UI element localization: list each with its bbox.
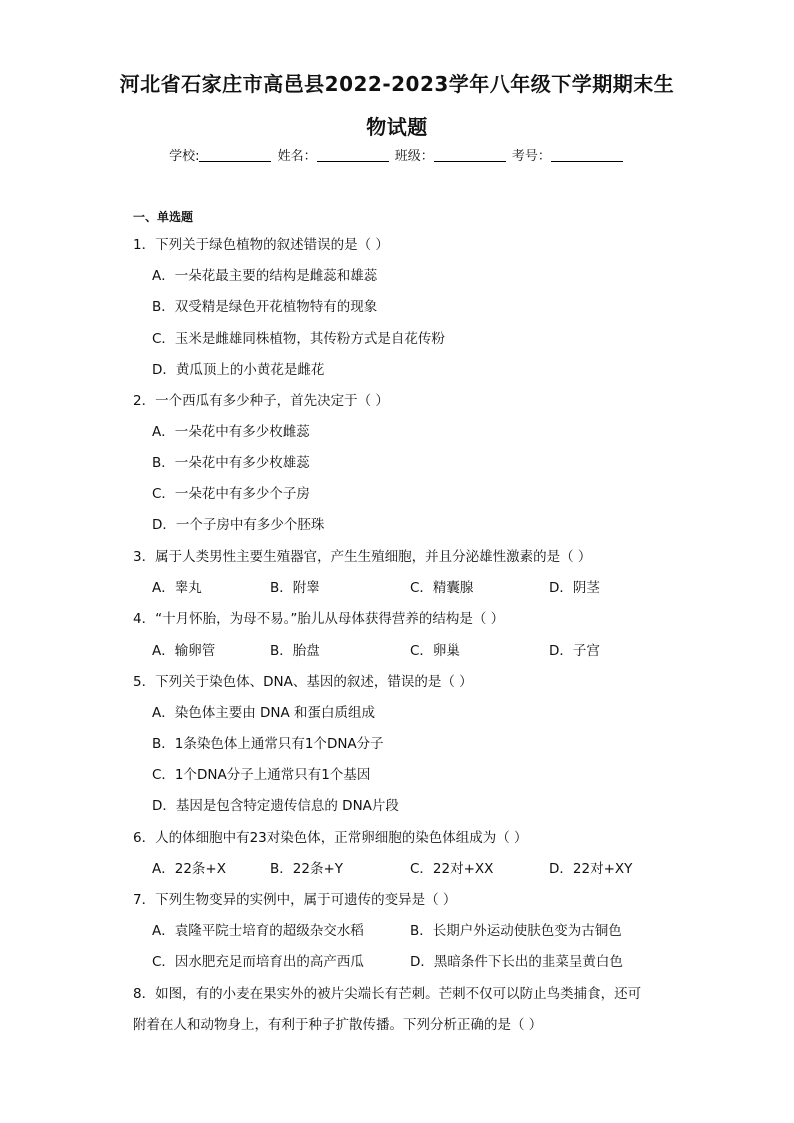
- question-6-stem: 6．人的体细胞中有23对染色体，正常卵细胞的染色体组成为（ ）: [133, 830, 528, 846]
- question-4-option-c: C．卵巢: [410, 643, 460, 659]
- question-7-option-b: B．长期户外运动使肤色变为古铜色: [410, 923, 622, 939]
- name-label: 姓名：: [277, 149, 317, 164]
- question-4-stem: 4．“十月怀胎，为母不易。”胎儿从母体获得营养的结构是（ ）: [133, 611, 505, 627]
- question-4-option-d: D．子宫: [549, 643, 600, 659]
- question-6-option-c: C．22对+XX: [410, 861, 494, 877]
- question-1-option-c: C．玉米是雌雄同株植物，其传粉方式是自花传粉: [152, 331, 445, 347]
- question-2-option-d: D．一个子房中有多少个胚珠: [152, 517, 325, 533]
- question-8-stem-line-2: 附着在人和动物身上，有利于种子扩散传播。下列分析正确的是（ ）: [133, 1017, 543, 1033]
- question-3-stem: 3．属于人类男性主要生殖器官，产生生殖细胞，并且分泌雄性激素的是（ ）: [133, 549, 592, 565]
- question-1-option-a: A．一朵花最主要的结构是雌蕊和雄蕊: [152, 268, 378, 284]
- question-4-option-b: B．胎盘: [270, 643, 320, 659]
- question-3-option-d: D．阴茎: [549, 580, 600, 596]
- document-title-line-2: 物试题: [366, 115, 428, 139]
- question-5-stem: 5．下列关于染色体、DNA、基因的叙述，错误的是（ ）: [133, 674, 473, 690]
- document-title-line-1: 河北省石家庄市高邑县2022-2023学年八年级下学期期末生: [119, 72, 675, 96]
- question-5-option-a: A．染色体主要由 DNA 和蛋白质组成: [152, 705, 376, 721]
- question-7-stem: 7．下列生物变异的实例中，属于可遗传的变异是（ ）: [133, 892, 457, 908]
- question-3-option-c: C．精囊腺: [410, 580, 474, 596]
- question-6-option-d: D．22对+XY: [549, 861, 633, 877]
- question-7-option-a: A．袁隆平院士培育的超级杂交水稻: [152, 923, 364, 939]
- question-1-option-d: D．黄瓜顶上的小黄花是雌花: [152, 362, 325, 378]
- question-8-stem-line-1: 8．如图，有的小麦在果实外的被片尖端长有芒刺。芒刺不仅可以防止鸟类捕食，还可: [133, 986, 642, 1002]
- question-1-option-b: B．双受精是绿色开花植物特有的现象: [152, 299, 378, 315]
- question-4-option-a: A．输卵管: [152, 643, 216, 659]
- question-7-option-c: C．因水肥充足而培育出的高产西瓜: [152, 954, 364, 970]
- student-info-row: [0, 145, 794, 164]
- section-heading: 一、单选题: [133, 210, 194, 224]
- question-2-stem: 2．一个西瓜有多少种子，首先决定于（ ）: [133, 393, 389, 409]
- question-3-option-a: A．睾丸: [152, 580, 202, 596]
- question-5-option-c: C．1个DNA分子上通常只有1个基因: [152, 767, 371, 783]
- school-label: 学校:: [169, 149, 200, 164]
- question-2-option-b: B．一朵花中有多少枚雄蕊: [152, 455, 310, 471]
- question-5-option-d: D．基因是包含特定遗传信息的 DNA片段: [152, 798, 399, 814]
- question-7-option-d: D．黑暗条件下长出的韭菜呈黄白色: [410, 954, 623, 970]
- question-6-option-b: B．22条+Y: [270, 861, 343, 877]
- question-2-option-a: A．一朵花中有多少枚雌蕊: [152, 424, 310, 440]
- class-label: 班级：: [394, 149, 434, 164]
- school-blank[interactable]: [199, 148, 271, 162]
- name-blank[interactable]: [317, 148, 389, 162]
- number-blank[interactable]: [551, 148, 623, 162]
- question-2-option-c: C．一朵花中有多少个子房: [152, 486, 310, 502]
- number-label: 考号：: [511, 149, 551, 164]
- question-5-option-b: B．1条染色体上通常只有1个DNA分子: [152, 736, 384, 752]
- question-6-option-a: A．22条+X: [152, 861, 226, 877]
- question-3-option-b: B．附睾: [270, 580, 320, 596]
- question-1-stem: 1．下列关于绿色植物的叙述错误的是（ ）: [133, 237, 389, 253]
- class-blank[interactable]: [434, 148, 506, 162]
